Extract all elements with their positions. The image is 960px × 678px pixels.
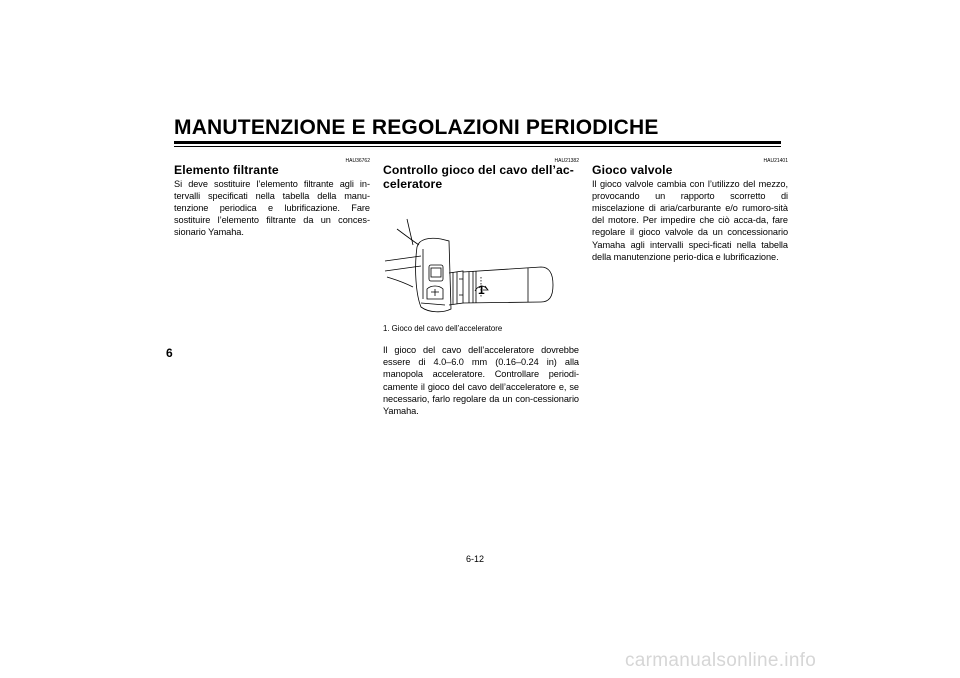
page-number: 6-12: [466, 554, 485, 564]
chapter-tab-number: 6: [166, 346, 173, 360]
figure-caption: 1. Gioco del cavo dell’acceleratore: [383, 324, 503, 333]
section-code: HAU36762: [345, 158, 370, 164]
page-header-title: MANUTENZIONE E REGOLAZIONI PERIODICHE: [174, 116, 659, 139]
header-rule-thin: [174, 146, 781, 147]
figure-callout-1: 1: [478, 283, 485, 297]
chapter-tab: [166, 346, 173, 360]
watermark-text: carmanualsonline.info: [625, 650, 817, 671]
section-throttle-cable: [383, 158, 579, 417]
section-title-line-1: Controllo gioco del cavo dell’ac-: [383, 163, 574, 177]
section-body: Si deve sostituire l’elemento filtrante agli in-tervalli specificati nella tabella della manu-tenzione periodica e lubrificazione. Fare sostituire l’elemento filtrante da un conces-sionario Yamaha.: [174, 178, 370, 238]
section-title: [383, 164, 579, 191]
throttle-grip-illustration: [383, 199, 579, 319]
section-air-filter: [174, 158, 370, 239]
section-title: Gioco valvole: [592, 163, 673, 177]
handlebar-drawing: [383, 199, 579, 319]
header-rule-thick: [174, 141, 781, 144]
section-title: Elemento filtrante: [174, 163, 279, 177]
section-title-line-2: celeratore: [383, 176, 443, 191]
section-code: HAU21401: [763, 158, 788, 164]
section-valve-clearance: [592, 158, 788, 263]
section-body: Il gioco del cavo dell’acceleratore dovrebbe essere di 4.0–6.0 mm (0.16–0.24 in) alla manopola acceleratore. Controllare periodi-camente il gioco del cavo dell’acceleratore e, se necessario, farlo regolare da un con-cessionario Yamaha.: [383, 345, 579, 417]
section-body: Il gioco valvole cambia con l’utilizzo del mezzo, provocando un rapporto scorretto di miscelazione di aria/carburante e/o rumoro-sità del motore. Per impedire che ciò acca-da, fare regolare il gioco valvole da un concessionario Yamaha agli intervalli speci-ficati nella tabella della manutenzione perio-dica e lubrificazione.: [592, 178, 788, 262]
section-code: HAU21382: [554, 158, 579, 164]
